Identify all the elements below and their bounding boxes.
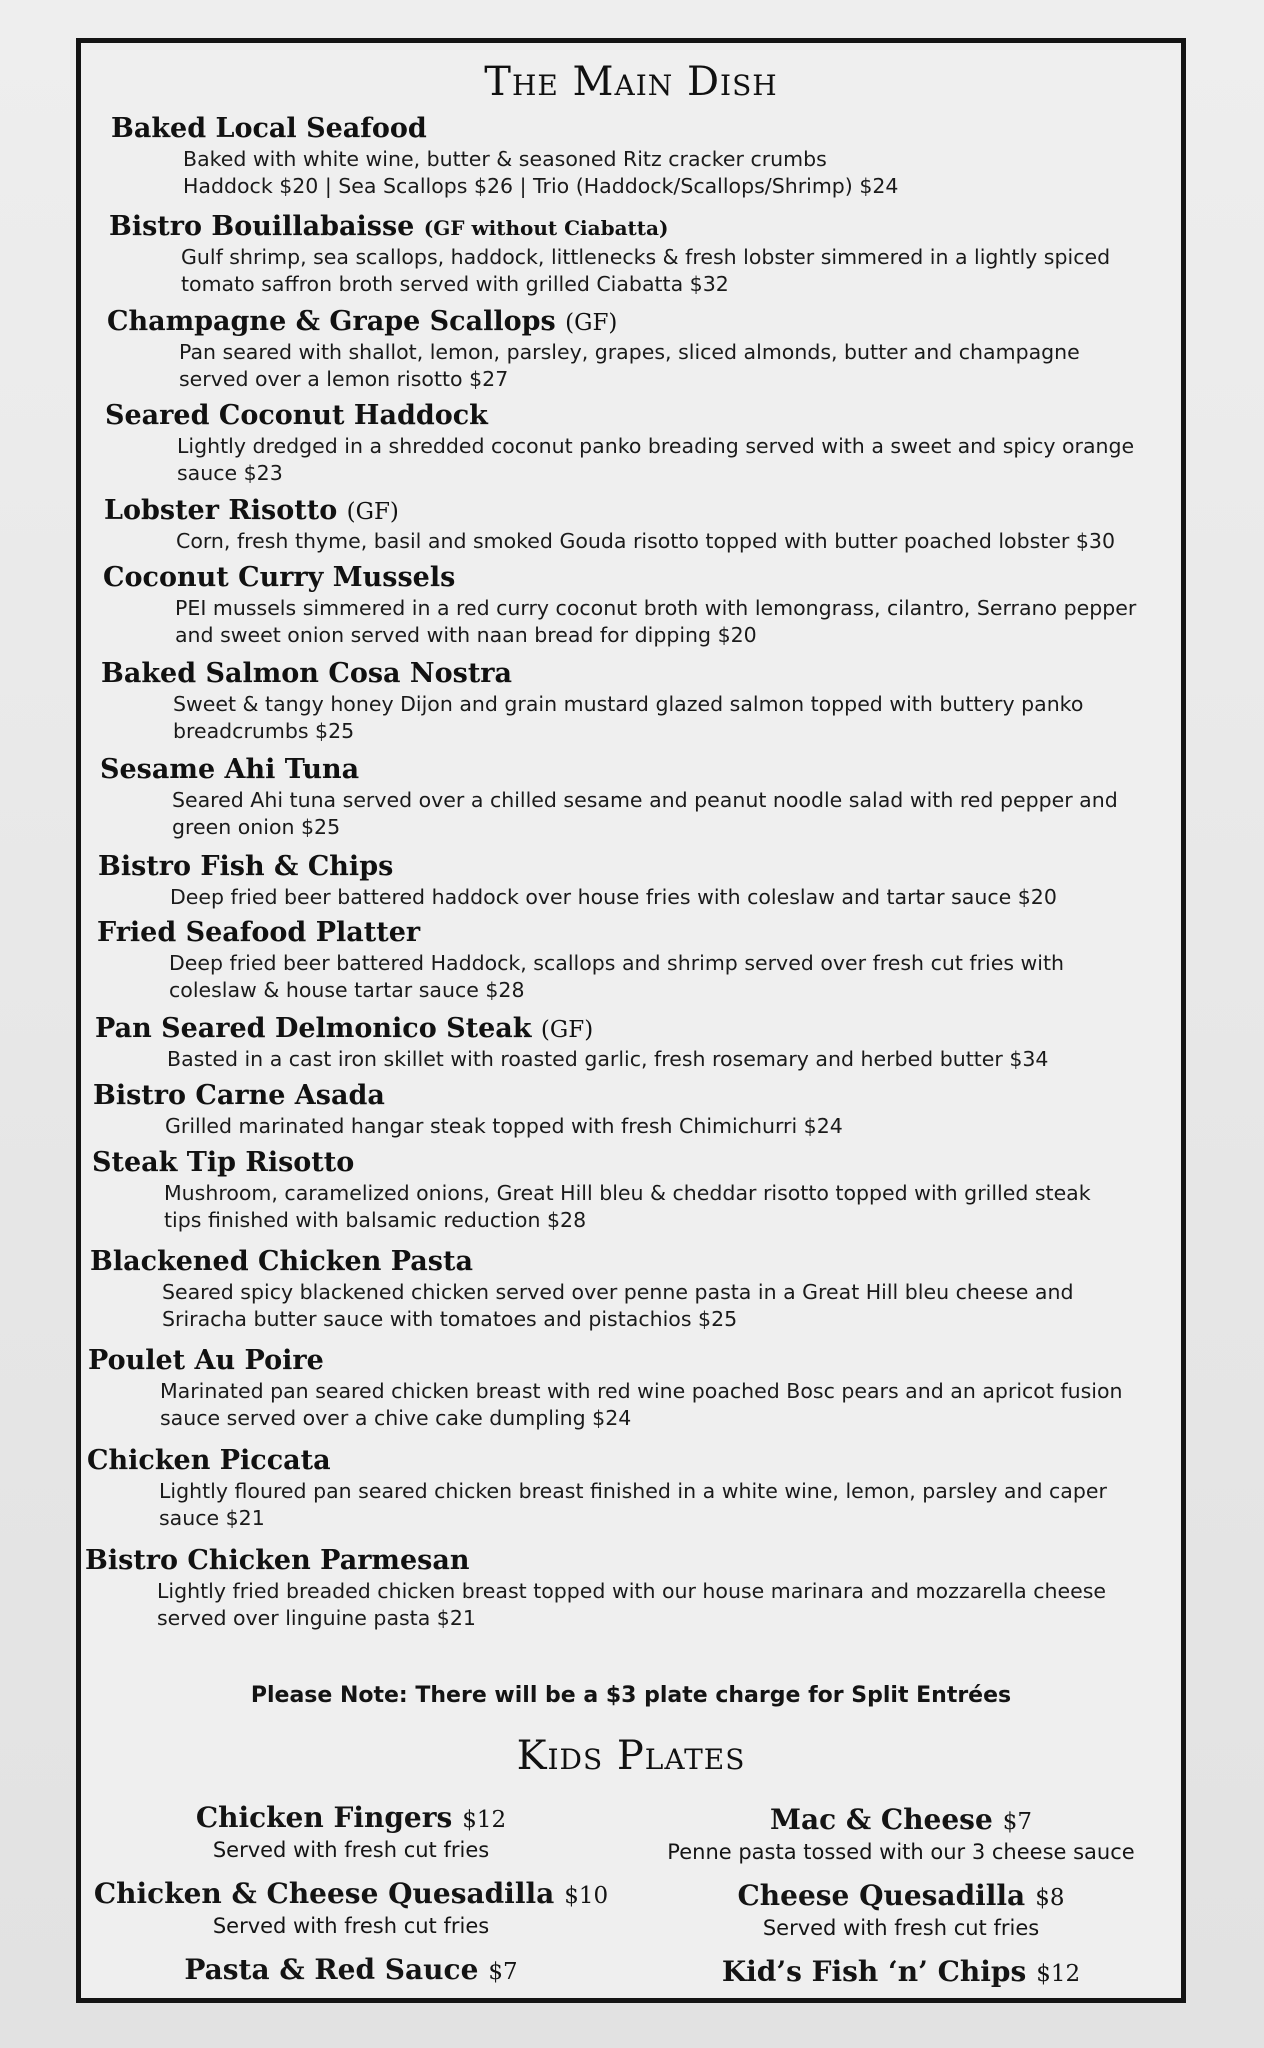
menu-item: [111, 113, 1153, 200]
kids-item: [621, 1955, 1181, 1988]
item-description: Deep fried beer battered Haddock, scallops and shrimp served over fresh cut fries with coleslaw & house tartar sauce $28: [169, 951, 1065, 1002]
item-description: Corn, fresh thyme, basil and smoked Gouda risotto topped with butter poached lobster $30: [176, 529, 1116, 553]
kids-item-name: Cheese Quesadilla $8: [737, 1879, 1065, 1912]
menu-item: [92, 1147, 1134, 1234]
item-description: Marinated pan seared chicken breast with red wine poached Bosc pears and an apricot fusion sauce served over a chive cake dumpling $24: [160, 1379, 1123, 1430]
item-name: Baked Salmon Cosa Nostra: [101, 658, 513, 689]
menu-item: [95, 1013, 1137, 1073]
kids-item-price: $10: [564, 1883, 609, 1909]
item-name: Bistro Chicken Parmesan: [85, 1545, 470, 1576]
item-name: Coconut Curry Mussels: [103, 562, 456, 593]
menu-item: [101, 658, 1143, 745]
menu-item: [90, 1246, 1132, 1333]
item-name: Fried Seafood Platter: [97, 917, 421, 948]
item-description: Lightly floured pan seared chicken breast finished in a white wine, lemon, parsley and caper sauce $21: [159, 1479, 1107, 1530]
kids-item: [621, 1879, 1181, 1940]
item-tag: (GF): [540, 1017, 594, 1043]
item-description: Basted in a cast iron skillet with roasted garlic, fresh rosemary and herbed butter $34: [167, 1047, 1049, 1071]
item-description: Gulf shrimp, sea scallops, haddock, littlenecks & fresh lobster simmered in a lightly spiced tomato saffron broth served with grilled Ciabatta $32: [181, 245, 1111, 296]
item-description: Grilled marinated hangar steak topped with fresh Chimichurri $24: [165, 1114, 843, 1138]
item-name: Steak Tip Risotto: [92, 1147, 355, 1178]
item-name: Chicken Piccata: [87, 1445, 331, 1476]
kids-plates-title: Kids Plates: [516, 1733, 746, 1779]
item-description: Sweet & tangy honey Dijon and grain mustard glazed salmon topped with buttery panko breadcrumbs $25: [173, 692, 1084, 743]
kids-item-name: Kid’s Fish ‘n’ Chips $12: [721, 1955, 1081, 1988]
kids-item-description: Served with fresh cut fries: [212, 1838, 490, 1862]
item-description: Deep fried beer battered haddock over house fries with coleslaw and tartar sauce $20: [170, 885, 1057, 909]
item-name: Baked Local Seafood: [111, 113, 427, 144]
item-name: Champagne & Grape Scallops (GF): [107, 306, 618, 337]
menu-item: [104, 495, 1146, 555]
kids-item-price: $8: [1035, 1885, 1065, 1911]
kids-item: [81, 1801, 621, 1862]
item-name: Sesame Ahi Tuna: [100, 754, 360, 785]
kids-item-description: Penne pasta tossed with our 3 cheese sauce: [667, 1840, 1135, 1864]
kids-item-price: $12: [1036, 1961, 1081, 1987]
item-name: Bistro Carne Asada: [93, 1080, 385, 1111]
menu-item: [100, 754, 1142, 841]
item-tag: (GF): [565, 310, 618, 336]
item-description: Pan seared with shallot, lemon, parsley, grapes, sliced almonds, butter and champagne served over a lemon risotto $27: [179, 340, 1080, 391]
item-description: Baked with white wine, butter & seasoned Ritz cracker crumbs Haddock $20 | Sea Scallops $26 | Trio (Haddock/Scallops/Shrimp) $24: [183, 147, 899, 198]
menu-frame: [76, 38, 1186, 2003]
item-name: Blackened Chicken Pasta: [90, 1246, 473, 1277]
menu-item: [97, 917, 1139, 1004]
menu-item: [103, 562, 1145, 649]
item-name: Poulet Au Poire: [88, 1345, 324, 1376]
kids-item-price: $7: [488, 1959, 518, 1985]
item-name: Bistro Fish & Chips: [98, 851, 394, 882]
item-description: Mushroom, caramelized onions, Great Hill bleu & cheddar risotto topped with grilled steak tips finished with balsamic reduction $28: [164, 1181, 1091, 1232]
item-description: PEI mussels simmered in a red curry coconut broth with lemongrass, cilantro, Serrano pepper and sweet onion served with naan bread for dipping $20: [175, 596, 1137, 647]
kids-item: [81, 1877, 621, 1938]
menu-item: [98, 851, 1140, 911]
menu-item: [85, 1545, 1127, 1632]
menu-item: [93, 1080, 1135, 1140]
item-name: Bistro Bouillabaisse (GF without Ciabatta): [109, 211, 669, 242]
kids-item-description: Served with fresh cut fries: [762, 1916, 1040, 1940]
kids-item-price: $12: [462, 1807, 507, 1833]
item-tag: (GF without Ciabatta): [423, 216, 669, 240]
menu-item: [105, 400, 1147, 487]
kids-item: [621, 1803, 1181, 1864]
main-dish-title: The Main Dish: [484, 59, 778, 105]
item-description: Lightly dredged in a shredded coconut panko breading served with a sweet and spicy orange sauce $23: [177, 434, 1135, 485]
kids-item-name: Chicken & Cheese Quesadilla $10: [93, 1877, 609, 1910]
item-name: Lobster Risotto (GF): [104, 495, 399, 526]
menu-item: [88, 1345, 1130, 1432]
item-name: Seared Coconut Haddock: [105, 400, 488, 431]
item-tag: (GF): [346, 499, 399, 525]
split-entree-note: Please Note: There will be a $3 plate charge for Split Entrées: [250, 1683, 1012, 1708]
menu-item: [87, 1445, 1129, 1532]
item-name: Pan Seared Delmonico Steak (GF): [95, 1013, 594, 1044]
item-description: Lightly fried breaded chicken breast topped with our house marinara and mozzarella cheese served over linguine pasta $21: [157, 1579, 1107, 1630]
kids-item-name: Chicken Fingers $12: [195, 1801, 507, 1834]
kids-item: [81, 1953, 621, 1986]
item-description: Seared Ahi tuna served over a chilled sesame and peanut noodle salad with red pepper and green onion $25: [172, 788, 1118, 839]
item-description: Seared spicy blackened chicken served over penne pasta in a Great Hill bleu cheese and Sriracha butter sauce with tomatoes and pistachios $25: [162, 1280, 1074, 1331]
kids-item-name: Pasta & Red Sauce $7: [184, 1953, 518, 1986]
kids-item-name: Mac & Cheese $7: [769, 1803, 1033, 1836]
menu-item: [107, 306, 1149, 393]
menu-item: [109, 211, 1151, 298]
kids-item-price: $7: [1002, 1809, 1033, 1835]
kids-item-description: Served with fresh cut fries: [212, 1914, 490, 1938]
